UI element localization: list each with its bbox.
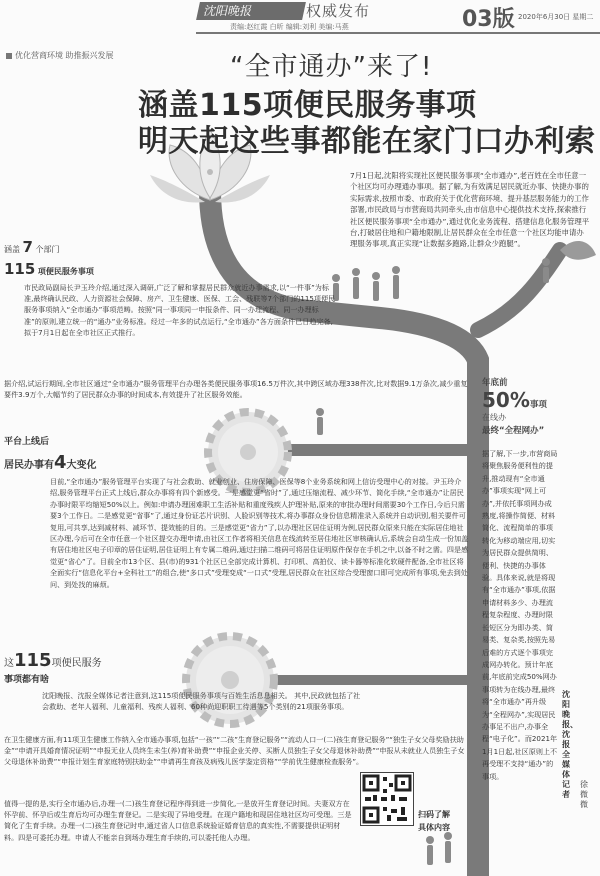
qr-code-icon[interactable] — [360, 772, 414, 826]
section2-body: 目前,“全市通办”服务管理平台实现了与社会救助、就业创业、住房保障、医保等8个业务系统和网上信访受理中心的对接。尹玉玲介绍,服务管理平台正式上线后,群众办事将有四个新感受。一是感觉更“省时”了,通过压缩流程、减少环节、简化手续,“全市通办”让居民办事时限平均缩短50%以上。例如:申请办理困难职工生活补贴和重度残疾人护理补贴,原来的审批办理时间需要30个工作日,今后只需要3个工作日。二是感觉更“省事”了,通过身份证芯片识别、人脸识别等技术,将办事群众身份信息精准录入系统并自动识别,相关要件可复用,可共享,达到减材料、减环节、提效能的目的。三是感觉更“省力”了,以办理社区居住证明为例,居民群众原来只能在实际居住地社区办理,今后可在全市任意一个社区提交办理申请,由社区工作者将相关信息在线流转至居住地社区审核确认后,系统会自动生成一份加盖有居住地社区电子印章的居住证明,居住证明上有专属二维码,通过扫描二维码可将居住证明原件保存在手机之中,以备不时之需。四是感觉更“省心”了。目前全市13个区、县(市)的931个社区已全部完成计算机、打印机、高拍仪、读卡器等标准化软硬件配备,全市社区将全面实行“信息化平台+全科社工”的组合,使“多口式”受理变成“一口式”受理,居民群众在社区综合受理窗口即可完成所有事项,免去到处问、到处找的麻烦。 — [50, 477, 469, 589]
section3-heading: 这115项便民服务 — [4, 650, 102, 671]
newspaper-logo: 沈阳晚报 — [196, 2, 306, 20]
section3-body-4: 值得一提的是,实行全市通办后,办理一(二)孩生育登记程序得到进一步简化,一是放开生育登记时间。夫妻双方在怀孕前、怀孕后或生育后均可办理生育登记。二是实现了异地受理。在现户籍地和现居住地社区均可受理。三是简化了生育手续。办理一(二)孩生育登记时申,通过省人口信息系统验证婚育信息的真实性,不需要提供证明材料。四是可委托办理。申请人不能亲自到场办理生育手续的,可以委托他人办理。 — [4, 799, 352, 842]
section3-body-3: 在卫生健康方面,有11项卫生健康工作纳入全市通办事项,包括“一孩”“二孩”生育登记服务”“流动人口一(二)孩生育登记服务”“独生子女父母奖励扶助金”“申请开具婚育情况证明”“申报无业人员终生未生(养)育补助费”“申报企业关停、买断人员独生子女父母退休补助费”“申报从未就业人员独生子女父母退休补助费”“申报计划生育家庭特别扶助金”“申请再生育孩及病残儿医学鉴定资格”“学前优生健康检查服务”。 — [4, 735, 465, 767]
section1-subheading: 115 项便民服务事项 — [4, 260, 94, 278]
lead-paragraph: 7月1日起,沈阳将实现社区便民服务事项“全市通办”,老百姓在全市任意一个社区均可办理通办事项。据了解,为有效满足居民就近办事、快捷办事的实际需求,按照市委、市政府关于优化营商环境、提升基层服务能力的工作部署,市民政局与市营商局共同牵头,由市信息中心提供技术支持,探索推行社区便民服务事项“全市通办”,通过优化业务流程、搭建信息化服务管理平台,打破居住地和户籍地限制,让居民群众在全市任意一个社区均能申请办理服务事项,真正实现“让数据多跑路,让群众少跑腿”。 — [350, 171, 590, 249]
right-heading-4: 最终“全程网办” — [482, 426, 545, 436]
page-number: 03版 — [462, 7, 515, 32]
headline-main: 涵盖115项便民服务事项 — [138, 88, 477, 123]
right-heading-2: 50%事项 — [482, 388, 547, 412]
section2-heading: 平台上线后 — [4, 437, 50, 447]
right-heading-1: 年底前 — [482, 378, 508, 388]
section1-heading: 涵盖 7 个部门 — [4, 238, 60, 256]
section-title: 权威发布 — [306, 2, 371, 20]
byline-reporter: 沈阳晚报、沈报全媒体记者 — [562, 690, 578, 799]
editors-line: 责编:赵红霞 白昕 编辑:刘利 美编:马燕 — [230, 23, 349, 31]
issue-date: 2020年6月30日 星期二 — [518, 13, 594, 21]
headline-secondary: 明天起这些事都能在家门口办利索 — [138, 124, 596, 159]
section1-body-2: 据介绍,试运行期间,全市社区通过“全市通办”服务管理平台办理各类便民服务事项16.5万件次,其中跨区域办理338件次,比对数据9.1万条次,减少重复要件3.9万个,大幅节约了居民群众办事的时间成本,有效提升了社区服务效能。 — [4, 379, 468, 400]
section3-subheading: 事项都有啥 — [4, 675, 50, 685]
byline-name: 徐微微 — [580, 780, 588, 809]
qr-caption: 扫码了解 具体内容 — [418, 810, 450, 832]
section1-body-1: 市民政局副局长尹玉玲介绍,通过深入调研,广泛了解和掌握居民群众就近办事需求,以“一件事”为标准,最终确认民政、人力资源社会保障、房产、卫生健康、医保、工会、残联等7个部门的115项便民服务事项纳入“全市通办”事项范畴。按照“同一事项同一申报条件、同一办理流程、同一办理标准”的原则,建立统一的“通办”业务标准。经过一年多的试点运行,“全市通办”各方面条件已日趋完备,拟于7月1日起在全市社区正式推行。 — [24, 283, 336, 337]
right-heading-3: 在线办 — [482, 413, 506, 422]
section2-subheading: 居民办事有4大变化 — [4, 452, 97, 473]
right-column-body: 据了解,下一步,市营商局将聚焦服务便利性的提升,推动现有“全市通办”事项实现“网上可办”,并依托事项网办成熟度,将操作简便、材料简化、流程简单的事项转化为移动端应用,切实为居民群众提供简明、便利、快捷的办事体验。具体来说,就是将现有“全市通办”事项,依据申请材料多少、办理流程复杂程度、办理时限长短区分为即办类、简易类、复杂类,按照先易后难的方式逐个事项完成网办转化。预计年底前,年底前完成50%网办事项转为在线办理,最终将“全市通办”再升级为“全程网办”,实现居民办事足不出户,办事全程“电子化”。而2021年1月1日起,社区原则上不再受理不支持“通办”的事项。 — [482, 449, 558, 781]
section3-body-1: 沈阳晚报、沈报全媒体记者注意到,这115项便民服务事项与百姓生活息息相关。 其中,民政就包括了社会救助、老年人福利、儿童福利、残疾人福利、60种尚迎职职工待遇等5个类别的21项服务事项。 — [42, 691, 361, 712]
square-bullet-icon — [6, 53, 12, 59]
headline-kicker: “全市通办”来了! — [230, 52, 433, 82]
column-tagline: 优化营商环境 助推振兴发展 — [6, 50, 114, 61]
